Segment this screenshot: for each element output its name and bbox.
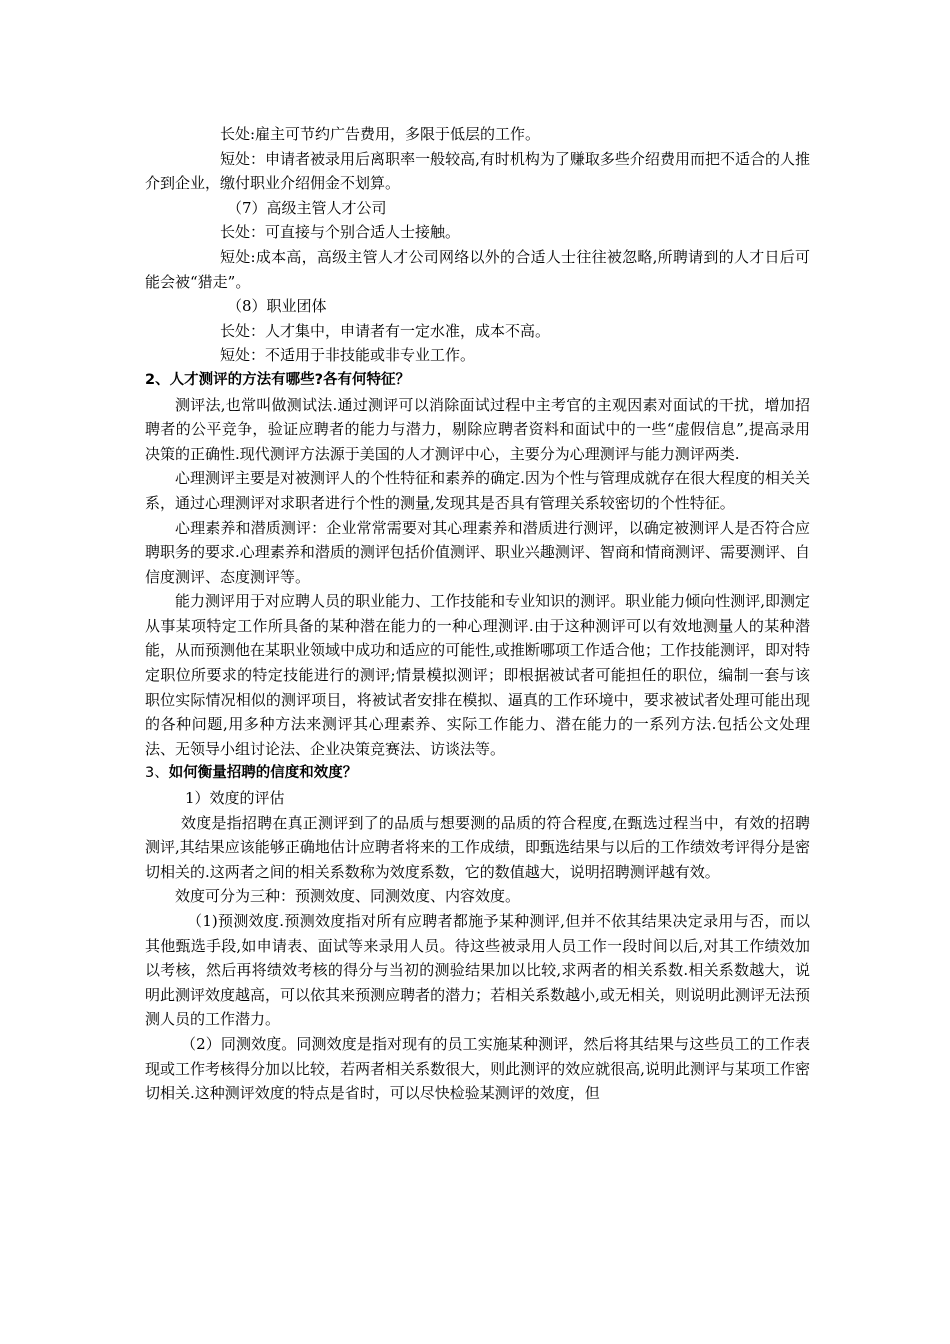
- section-number: 3、: [145, 765, 169, 782]
- subsection-heading: 1）效度的评估: [185, 789, 285, 808]
- paragraph: 长处:雇主可节约广告费用，多限于低层的工作。: [220, 125, 541, 143]
- paragraph: 短处:成本高，高级主管人才公司网络以外的合适人士往往被忽略,所聘请到的人才日后可能会被“猎走”。: [145, 247, 810, 291]
- document-body: [145, 122, 810, 1106]
- paragraph: 心理测评主要是对被测评人的个性特征和素养的确定.因为个性与管理成就存在很大程度的相关关系，通过心理测评对求职者进行个性的测量,发现其是否具有管理关系较密切的个性特征。: [145, 469, 810, 512]
- paragraph: （1)预测效度.预测效度指对所有应聘者都施予某种测评,但并不依其结果决定录用与否，而以其他甄选手段,如申请表、面试等来录用人员。待这些被录用人员工作一段时间以后,对其工作绩效加以考核，然后再将绩效考核的得分与当初的测验结果加以比较,求两者的相关系数.相关系数越大，说明此测评效度越高，可以依其来预测应聘者的潜力；若相关系数越小,或无相关，则说明此测评无法预测人员的工作潜力。: [145, 912, 810, 1029]
- section-heading: 2、人才测评的方法有哪些?各有何特征？: [145, 371, 410, 388]
- paragraph: 长处：可直接与个别合适人士接触。: [220, 223, 461, 242]
- list-heading: （8）职业团体: [227, 297, 327, 316]
- paragraph: 心理素养和潜质测评：企业常常需要对其心理素养和潜质进行测评，以确定被测评人是否符合应聘职务的要求.心理素养和潜质的测评包括价值测评、职业兴趣测评、智商和情商测评、需要测评、自信度测评、态度测评等。: [145, 518, 810, 586]
- paragraph: 效度是指招聘在真正测评到了的品质与想要测的品质的符合程度,在甄选过程当中，有效的招聘测评,其结果应该能够正确地估计应聘者将来的工作成绩，即甄选结果与以后的工作绩效考评得分是密切相关的.这两者之间的相关系数称为效度系数，它的数值越大，说明招聘测评越有效。: [145, 813, 810, 881]
- paragraph: 短处：申请者被录用后离职率一般较高,有时机构为了赚取多些介绍费用而把不适合的人推介到企业，缴付职业介绍佣金不划算。: [145, 149, 810, 193]
- section-title: 如何衡量招聘的信度和效度？: [168, 765, 358, 782]
- paragraph: 长处：人才集中，申请者有一定水准，成本不高。: [220, 321, 551, 340]
- paragraph: 能力测评用于对应聘人员的职业能力、工作技能和专业知识的测评。职业能力倾向性测评,即测定从事某项特定工作所具备的某种潜在能力的一种心理测评.由于这种测评可以有效地测量人的某种潜能，从而预测他在某职业领域中成功和适应的可能性,或推断哪项工作适合他；工作技能测评，即对特定职位所要求的特定技能进行的测评;情景模拟测评；即根据被试者可能担任的职位，编制一套与该职位实际情况相似的测评项目，将被试者安排在模拟、逼真的工作环境中，要求被试者处理可能出现的各种问题,用多种方法来测评其心理素养、实际工作能力、潜在能力的一系列方法.包括公文处理法、无领导小组讨论法、企业决策竞赛法、访谈法等。: [145, 592, 810, 758]
- list-heading: （7）高级主管人才公司: [227, 198, 387, 217]
- section-heading: [145, 761, 810, 786]
- paragraph: （2）同测效度。同测效度是指对现有的员工实施某种测评，然后将其结果与这些员工的工作表现或工作考核得分加以比较，若两者相关系数很大，则此测评的效应就很高,说明此测评与某项工作密切相关.这种测评效度的特点是省时，可以尽快检验某测评的效度，但: [145, 1034, 810, 1103]
- paragraph: 短处：不适用于非技能或非专业工作。: [220, 346, 476, 365]
- paragraph: 测评法,也常叫做测试法.通过测评可以消除面试过程中主考官的主观因素对面试的干扰，增加招聘者的公平竞争，验证应聘者的能力与潜力，剔除应聘者资料和面试中的一些“虚假信息”,提高录用决策的正确性.现代测评方法源于美国的人才测评中心，主要分为心理测评与能力测评两类.: [145, 395, 810, 463]
- paragraph: 效度可分为三种：预测效度、同测效度、内容效度。: [175, 887, 521, 906]
